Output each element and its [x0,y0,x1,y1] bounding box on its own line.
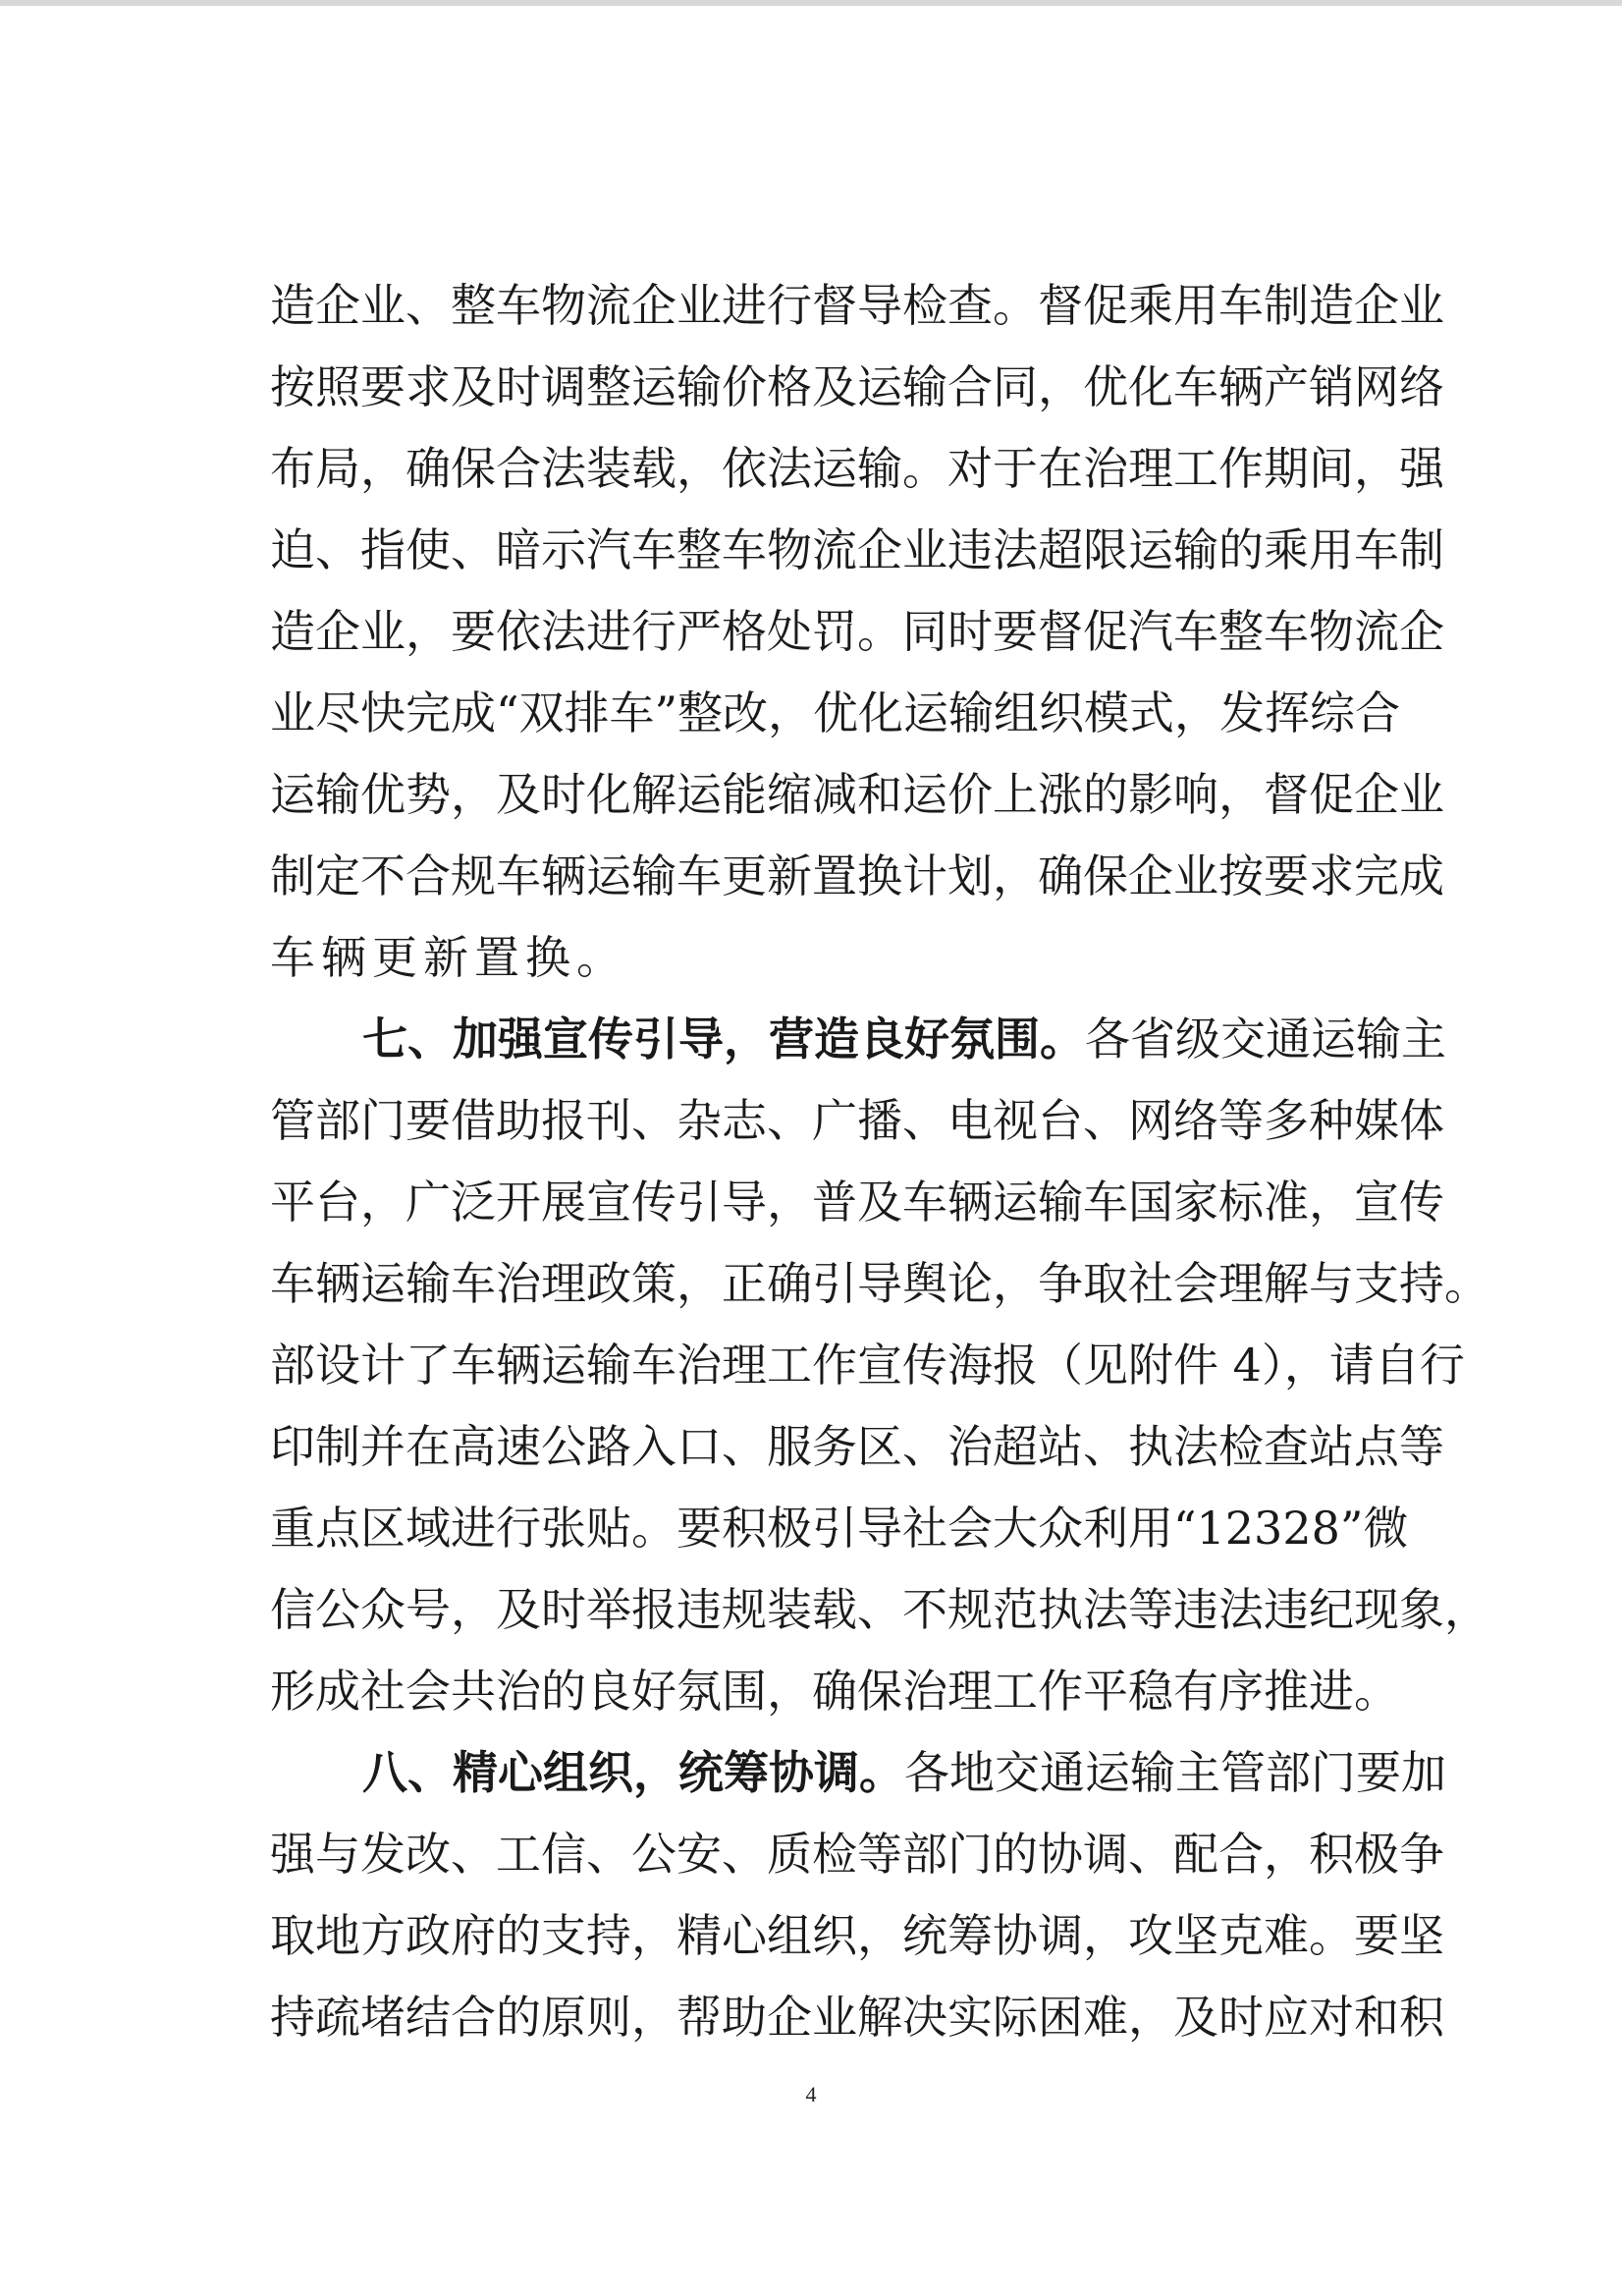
body-line: 重点区域进行张贴。要积极引导社会大众利用“12328”微 [270,1502,1409,1555]
body-line: 车辆运输车治理政策，正确引导舆论，争取社会理解与支持。 [270,1257,1489,1310]
page-number: 4 [805,2082,817,2106]
body-line: 业尽快完成“双排车”整改，优化运输组织模式，发挥综合 [270,686,1401,739]
section-7-first-line-text: 各省级交通运输主 [1085,1012,1446,1066]
body-line: 平台，广泛开展宣传引导，普及车辆运输车国家标准，宣传 [270,1175,1444,1229]
body-line: 信公众号，及时举报违规装载、不规范执法等违法违纪现象， [270,1583,1489,1636]
body-line: 印制并在高速公路入口、服务区、治超站、执法检查站点等 [270,1420,1444,1473]
section-7-first-line [362,1010,1446,1068]
body-line: 部设计了车辆运输车治理工作宣传海报（见附件 4），请自行 [270,1339,1465,1392]
body-line: 强与发改、工信、公安、质检等部门的协调、配合，积极争 [270,1828,1444,1881]
body-line: 按照要求及时调整运输价格及运输合同，优化车辆产销网络 [270,360,1444,413]
body-line: 造企业，要依法进行严格处罚。同时要督促汽车整车物流企 [270,605,1444,658]
body-line: 布局，确保合法装载，依法运输。对于在治理工作期间，强 [270,442,1444,495]
body-line: 形成社会共治的良好氛围，确保治理工作平稳有序推进。 [270,1665,1399,1718]
body-line: 取地方政府的支持，精心组织，统筹协调，攻坚克难。要坚 [270,1909,1444,1962]
section-7-heading: 七、加强宣传引导，营造良好氛围。 [362,1012,1085,1066]
body-line: 迫、指使、暗示汽车整车物流企业违法超限运输的乘用车制 [270,523,1444,576]
body-line: 制定不合规车辆运输车更新置换计划，确保企业按要求完成 [270,849,1444,902]
body-line: 持疏堵结合的原则，帮助企业解决实际困难，及时应对和积 [270,1991,1444,2044]
body-line: 车辆更新置换。 [270,931,627,984]
section-8-first-line [362,1743,1446,1802]
section-8-first-line-text: 各地交通运输主管部门要加 [904,1746,1446,1799]
body-line: 运输优势，及时化解运能缩减和运价上涨的影响，督促企业 [270,768,1444,821]
body-line: 造企业、整车物流企业进行督导检查。督促乘用车制造企业 [270,279,1444,332]
section-8-heading: 八、精心组织，统筹协调。 [362,1746,904,1799]
body-line: 管部门要借助报刊、杂志、广播、电视台、网络等多种媒体 [270,1094,1444,1147]
